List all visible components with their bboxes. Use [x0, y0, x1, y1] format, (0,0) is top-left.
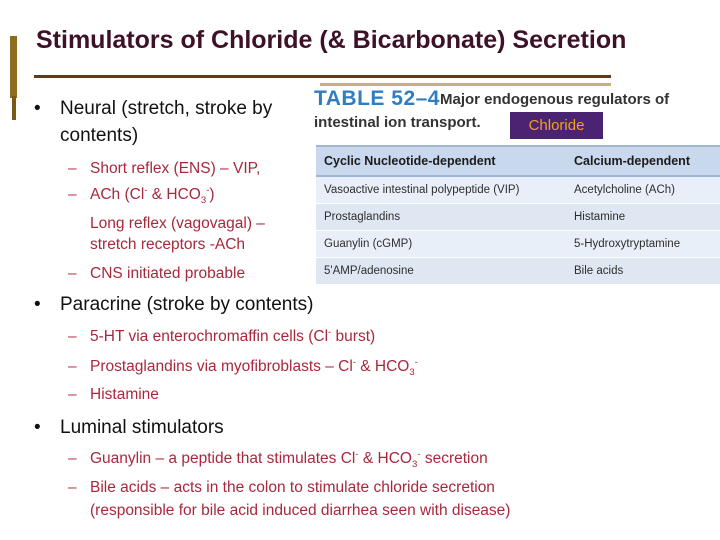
- sub-ach: [68, 184, 215, 207]
- sub-histamine-text: Histamine: [90, 386, 159, 403]
- dash-marker: –: [68, 328, 77, 345]
- bullet-dot: •: [34, 98, 41, 119]
- sub-ach-text: ACh (Cl- & $HCO_3^-$): [90, 184, 215, 207]
- table-header-cyclic: Cyclic Nucleotide-dependent: [324, 154, 496, 168]
- bullet-luminal: [34, 415, 224, 441]
- table-cell: Vasoactive intestinal polypeptide (VIP): [324, 184, 520, 196]
- bullet-neural-line1: Neural (stretch, stroke by: [60, 98, 273, 119]
- title-underline: [34, 75, 611, 78]
- bullet-paracrine-text: Paracrine (stroke by contents): [60, 294, 314, 315]
- table-row: [316, 258, 720, 285]
- slide-title: Stimulators of Chloride (& Bicarbonate) Secretion: [36, 26, 627, 54]
- table-header-row: [316, 145, 720, 177]
- regulators-table: [316, 145, 720, 285]
- bullet-dot: •: [34, 294, 41, 315]
- sub-prostaglandins: [68, 356, 418, 379]
- sub-stretch-receptors: stretch receptors -ACh: [90, 236, 246, 253]
- bullet-neural-cont: [60, 123, 138, 149]
- dash-marker: –: [68, 386, 77, 403]
- bullet-paracrine: [34, 292, 314, 318]
- sub-long-reflex: Long reflex (vagovagal) –: [90, 215, 265, 232]
- sub-guanylin-text: Guanylin – a peptide that stimulates Cl- & $HCO_3^-$ secretion: [90, 448, 488, 471]
- dash-marker: –: [68, 186, 77, 203]
- dash-marker: –: [68, 358, 77, 375]
- table-cell: Acetylcholine (ACh): [574, 184, 675, 196]
- dash-marker: –: [68, 450, 77, 467]
- table-cell: Prostaglandins: [324, 211, 401, 223]
- sub-prostaglandins-text: Prostaglandins via myofibroblasts – Cl- & $HCO_3^-$: [90, 356, 418, 379]
- table-row: [316, 231, 720, 258]
- table-cell: Histamine: [574, 211, 626, 223]
- sub-guanylin: [68, 448, 488, 471]
- table-cell: Bile acids: [574, 265, 624, 277]
- sub-cns: [68, 264, 246, 284]
- table-row: [316, 177, 720, 204]
- left-accent-bar: [10, 36, 17, 98]
- table-cell: Guanylin (cGMP): [324, 238, 413, 250]
- table-cell: 5-Hydroxytryptamine: [574, 238, 681, 250]
- sub-5ht-text: 5-HT via enterochromaffin cells (Cl- burst): [90, 326, 376, 345]
- sub-short-reflex-text: Short reflex (ENS) – VIP,: [90, 160, 261, 177]
- dash-marker: –: [68, 479, 77, 496]
- sub-bile-acids-text: Bile acids – acts in the colon to stimulate chloride secretion: [90, 479, 495, 496]
- bullet-luminal-text: Luminal stimulators: [60, 417, 224, 438]
- sub-bile-acids: [68, 478, 495, 498]
- bullet-dot: •: [34, 417, 41, 438]
- table-row: [316, 204, 720, 231]
- bullet-neural: [34, 96, 273, 122]
- sub-cns-text: CNS initiated probable: [90, 265, 246, 282]
- table-number: TABLE 52–4: [314, 87, 440, 110]
- dash-marker: –: [68, 265, 77, 282]
- sub-5ht: [68, 326, 376, 347]
- table-cell: 5'AMP/adenosine: [324, 265, 414, 277]
- table-header-calcium: Calcium-dependent: [574, 154, 690, 168]
- left-accent-bar-lower: [12, 96, 16, 120]
- table-title-line1: Major endogenous regulators of: [440, 91, 670, 108]
- sub-short-reflex: [68, 159, 261, 179]
- table-title-line2: intestinal ion transport.: [314, 114, 481, 131]
- bullet-neural-line2: contents): [60, 125, 139, 146]
- chloride-label-box: Chloride: [510, 112, 603, 139]
- sub-histamine: [68, 385, 159, 405]
- dash-marker: –: [68, 160, 77, 177]
- sub-bile-acids-cont: (responsible for bile acid induced diarrhea seen with disease): [90, 502, 511, 519]
